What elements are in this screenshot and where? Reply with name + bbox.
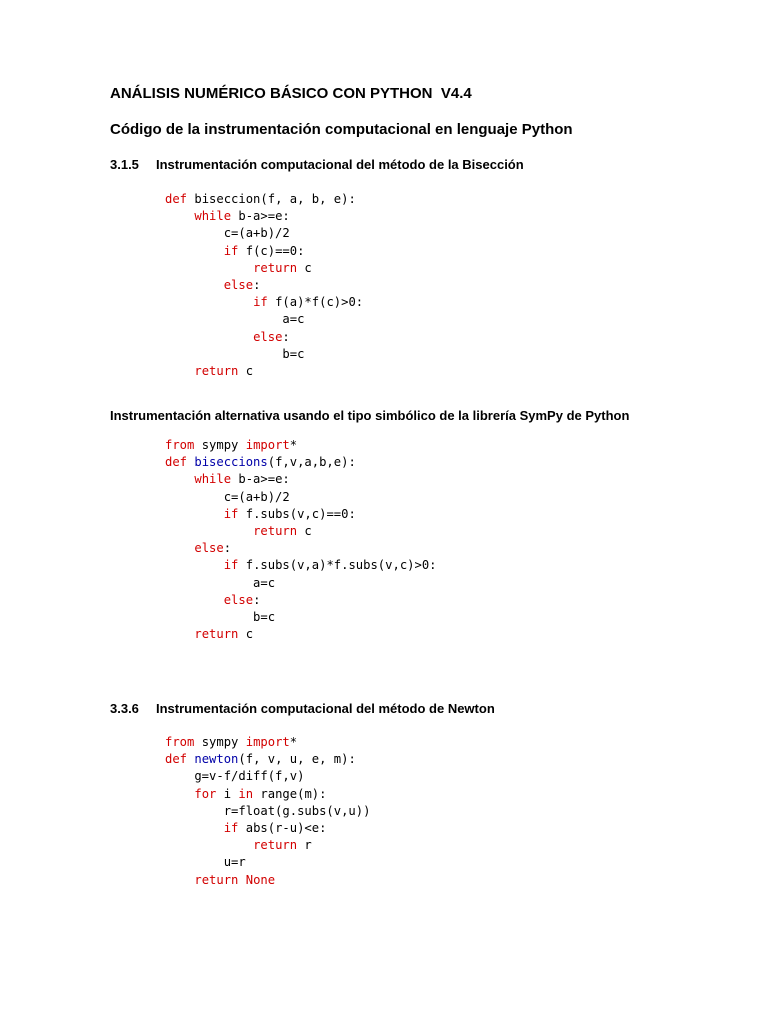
code-line xyxy=(165,437,437,454)
code-text: biseccion(f, a, b, e): xyxy=(187,192,356,206)
code-line xyxy=(165,506,437,523)
code-keyword: def xyxy=(165,455,188,470)
code-keyword: else xyxy=(253,329,283,344)
code-text xyxy=(165,261,253,275)
code-line xyxy=(165,489,437,506)
document-subtitle: Código de la instrumentación computacional en lenguaje Python xyxy=(110,121,573,138)
code-text: : xyxy=(223,541,232,556)
code-keyword: def xyxy=(165,752,188,767)
code-text: sympy xyxy=(194,735,246,749)
code-keyword: return xyxy=(253,260,298,275)
code-block-newton xyxy=(165,734,370,889)
code-text: a=c xyxy=(165,575,276,590)
code-text xyxy=(165,278,224,292)
code-line xyxy=(165,557,437,574)
code-line xyxy=(165,191,363,208)
code-text: range(m): xyxy=(253,786,327,801)
code-line xyxy=(165,540,437,557)
section-heading-biseccion-sympy xyxy=(110,408,629,423)
code-text: c xyxy=(297,523,312,538)
code-text: f(a)*f(c)>0: xyxy=(267,295,364,310)
code-line xyxy=(165,837,370,854)
code-line xyxy=(165,363,363,380)
code-text xyxy=(165,873,194,887)
code-function-name: newton xyxy=(194,752,239,767)
code-keyword: in xyxy=(238,786,254,801)
code-keyword: import xyxy=(245,735,290,749)
section-number: 3.3.6 xyxy=(110,701,139,716)
code-line xyxy=(165,260,363,277)
code-keyword: return xyxy=(194,363,239,378)
code-keyword: else xyxy=(223,277,254,292)
code-text: i xyxy=(216,786,239,801)
code-keyword: for xyxy=(194,786,217,801)
code-line xyxy=(165,329,363,346)
code-text: c xyxy=(238,363,254,378)
code-keyword: return xyxy=(253,523,298,538)
code-text xyxy=(165,244,224,258)
code-line xyxy=(165,820,370,837)
code-line xyxy=(165,208,363,225)
code-text: r xyxy=(297,838,312,853)
code-text: abs(r-u)<e: xyxy=(238,820,327,835)
code-line xyxy=(165,294,363,311)
code-text: c=(a+b)/2 xyxy=(165,226,290,241)
code-line xyxy=(165,592,437,609)
code-line xyxy=(165,734,370,751)
code-line xyxy=(165,243,363,260)
code-keyword: def xyxy=(165,192,188,206)
code-keyword: return xyxy=(194,627,239,642)
code-keyword: import xyxy=(245,438,290,452)
code-text xyxy=(165,821,224,835)
section-heading-biseccion xyxy=(110,157,524,172)
code-keyword: if xyxy=(223,558,239,573)
code-text: : xyxy=(253,592,261,607)
code-keyword: while xyxy=(194,209,232,224)
code-keyword: None xyxy=(245,872,276,887)
code-text: b=c xyxy=(165,609,276,624)
code-line xyxy=(165,768,370,785)
code-keyword: if xyxy=(253,295,268,310)
code-text: sympy xyxy=(194,438,246,452)
code-text xyxy=(165,558,224,572)
code-line xyxy=(165,854,370,871)
code-keyword: from xyxy=(165,735,195,749)
code-text xyxy=(238,873,245,887)
section-title: Instrumentación computacional del método de Newton xyxy=(156,701,495,716)
code-line xyxy=(165,454,437,471)
code-text: c=(a+b)/2 xyxy=(165,489,290,504)
code-keyword: return xyxy=(194,872,239,887)
code-text xyxy=(165,524,253,538)
code-keyword: while xyxy=(194,472,232,487)
code-line xyxy=(165,786,370,803)
code-text xyxy=(165,838,253,852)
code-keyword: return xyxy=(253,838,298,853)
code-text: g=v-f/diff(f,v) xyxy=(165,769,305,784)
code-line xyxy=(165,225,363,242)
code-text: : xyxy=(253,277,261,292)
code-text: b-a>=e: xyxy=(231,472,290,487)
code-line xyxy=(165,751,370,768)
code-text: b=c xyxy=(165,346,305,361)
code-text xyxy=(165,627,194,641)
code-keyword: if xyxy=(223,506,239,521)
code-text xyxy=(165,209,194,223)
code-text: c xyxy=(238,627,254,642)
code-line xyxy=(165,872,370,889)
code-line xyxy=(165,523,437,540)
code-text: c xyxy=(297,260,312,275)
section-title: Instrumentación computacional del método de la Bisección xyxy=(156,157,524,172)
section-heading-newton xyxy=(110,701,495,716)
code-keyword: else xyxy=(223,592,254,607)
code-keyword: from xyxy=(165,438,195,452)
document-title: ANÁLISIS NUMÉRICO BÁSICO CON PYTHON V4.4 xyxy=(110,85,472,102)
code-line xyxy=(165,803,370,820)
code-keyword: if xyxy=(223,243,239,258)
code-text: a=c xyxy=(165,312,305,327)
code-line xyxy=(165,626,437,643)
code-text: f.subs(v,c)==0: xyxy=(238,506,356,521)
code-line xyxy=(165,575,437,592)
code-text: b-a>=e: xyxy=(231,209,290,224)
code-block-biseccion xyxy=(165,191,363,380)
code-text: u=r xyxy=(165,855,246,870)
code-text: * xyxy=(289,438,298,452)
code-text: (f, v, u, e, m): xyxy=(238,752,356,767)
code-line xyxy=(165,277,363,294)
code-keyword: else xyxy=(194,541,224,556)
code-text xyxy=(165,330,253,344)
code-line xyxy=(165,471,437,488)
code-text: : xyxy=(282,329,290,344)
code-text xyxy=(165,541,194,555)
code-line xyxy=(165,346,363,363)
code-text: (f,v,a,b,e): xyxy=(267,455,356,470)
code-keyword: if xyxy=(223,820,239,835)
code-text xyxy=(165,295,253,309)
code-text xyxy=(165,787,194,801)
code-text: r=float(g.subs(v,u)) xyxy=(165,803,371,818)
section-title: Instrumentación alternativa usando el tipo simbólico de la librería SymPy de Python xyxy=(110,408,630,423)
code-text xyxy=(165,364,194,378)
code-text: f.subs(v,a)*f.subs(v,c)>0: xyxy=(238,558,437,573)
code-text xyxy=(165,593,224,607)
section-number: 3.1.5 xyxy=(110,157,139,172)
code-function-name: biseccions xyxy=(194,455,268,470)
code-text: f(c)==0: xyxy=(238,243,305,258)
code-text xyxy=(165,472,194,486)
code-text xyxy=(165,507,224,521)
code-block-biseccion-sympy xyxy=(165,437,437,643)
code-line xyxy=(165,609,437,626)
code-line xyxy=(165,311,363,328)
code-text: * xyxy=(289,735,298,749)
